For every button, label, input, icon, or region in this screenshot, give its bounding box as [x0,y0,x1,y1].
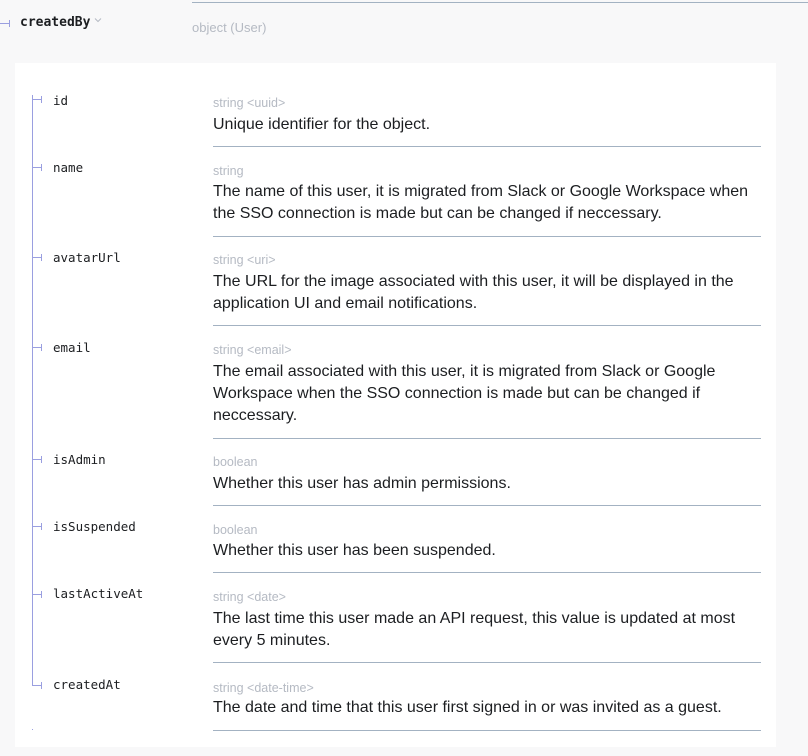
divider [192,2,808,3]
property-type: boolean [213,523,258,537]
chevron-down-icon[interactable] [94,16,102,24]
divider [213,236,761,237]
property-name: email [53,340,91,355]
property-description: The last time this user made an API request, this value is updated at most every 5 minutes. [213,610,736,649]
tree-branch-icon [32,167,42,168]
property-name: isSuspended [53,519,136,534]
property-type: object (User) [192,20,267,35]
property-description: The name of this user, it is migrated from Slack or Google Workspace when the SSO connection is made but can be changed if neccessary. [213,183,749,222]
property-type: string <uri> [213,253,276,267]
property-description: The URL for the image associated with this user, it will be displayed in the application UI and email notifications. [213,273,734,312]
property-description: The email associated with this user, it is migrated from Slack or Google Workspace when the SSO connection is made but can be changed if neccessary. [213,363,716,424]
tree-branch-icon [0,23,10,24]
property-name: lastActiveAt [53,586,144,601]
tree-line-end [32,729,33,730]
property-type: string <email> [213,343,292,357]
property-name: isAdmin [53,452,106,467]
property-name: id [53,93,69,108]
property-type: string <date-time> [213,681,314,695]
property-description: Unique identifier for the object. [213,116,431,133]
property-type: boolean [213,455,258,469]
divider [213,730,761,731]
property-description: Whether this user has admin permissions. [213,475,511,492]
property-type: string <uuid> [213,96,286,110]
property-type: string <date> [213,590,286,604]
property-type: string [213,164,244,178]
property-name: createdAt [53,677,121,692]
divider [213,325,761,326]
tree-branch-icon [32,459,42,460]
divider [213,438,761,439]
property-name: name [53,160,84,175]
property-name[interactable]: createdBy [20,15,91,30]
divider [213,146,761,147]
divider [213,662,761,663]
tree-branch-icon [32,526,42,527]
tree-branch-icon [32,594,42,595]
tree-line [32,95,33,685]
tree-branch-icon [32,257,42,258]
divider [213,505,761,506]
property-name: avatarUrl [53,250,121,265]
property-description: The date and time that this user first signed in or was invited as a guest. [213,699,722,716]
property-createdBy[interactable] [0,14,808,38]
tree-branch-icon [32,685,42,686]
divider [213,572,761,573]
property-description: Whether this user has been suspended. [213,542,496,559]
tree-branch-icon [32,347,42,348]
tree-branch-icon [32,99,42,100]
